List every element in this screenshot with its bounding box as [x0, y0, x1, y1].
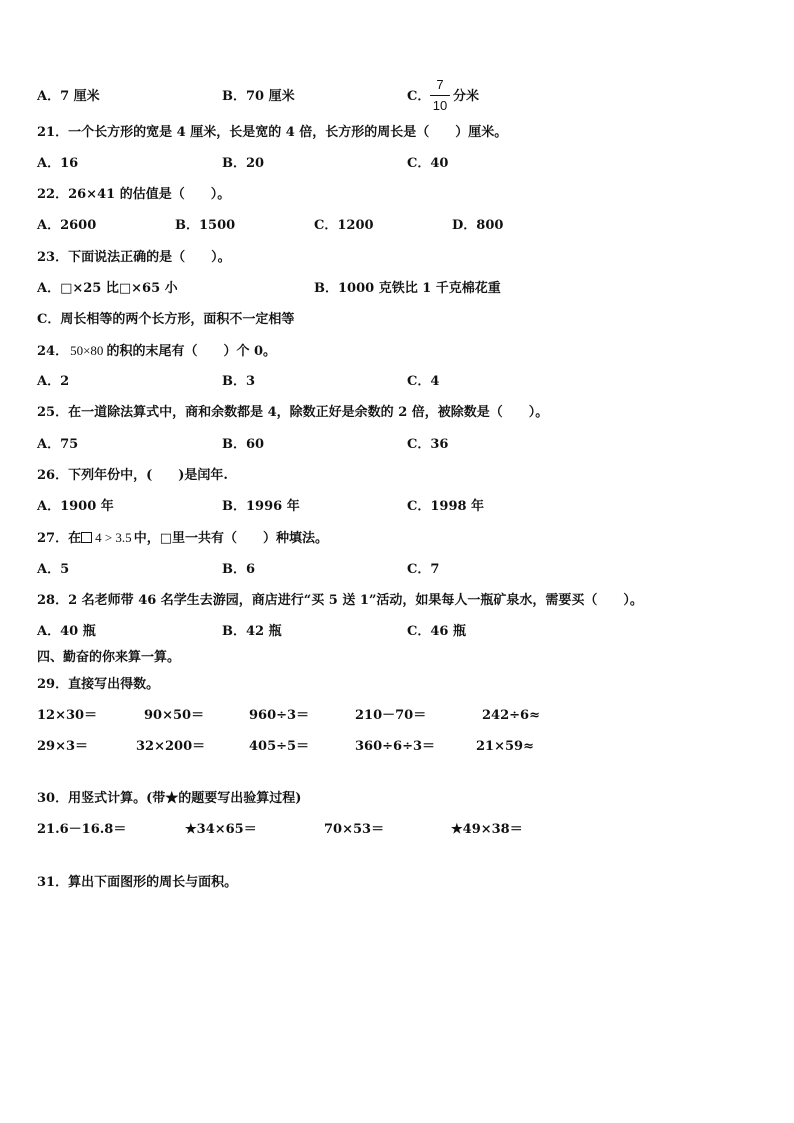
q29-row1-item: 242÷6≈ — [482, 708, 540, 723]
section4-title: 四、勤奋的你来算一算。 — [37, 650, 181, 665]
q29-row1-item: 210－70＝ — [355, 708, 427, 723]
q27-blank-square — [81, 532, 92, 543]
q29-row2-item: 360÷6÷3＝ — [355, 739, 436, 754]
q26-option-a: A．1900 年 — [37, 499, 114, 514]
q27-stem-rest: 中，□里一共有（ ）种填法。 — [133, 531, 328, 546]
q27-option-a: A．5 — [37, 562, 70, 577]
q30-item: ★34×65＝ — [185, 822, 257, 837]
q24-option-c: C．4 — [407, 374, 440, 389]
q20-fraction-bar — [430, 95, 450, 96]
q28-option-a: A．40 瓶 — [37, 624, 96, 639]
q29-stem: 29．直接写出得数。 — [37, 677, 160, 692]
q30-item: ★49×38＝ — [451, 822, 523, 837]
q29-row2-item: 32×200＝ — [136, 739, 206, 754]
q30-item: 70×53＝ — [324, 822, 385, 837]
q20-option-c-prefix: C． — [407, 89, 431, 104]
q24-option-a: A．2 — [37, 374, 70, 389]
q27-stem — [37, 530, 328, 547]
q31-stem: 31．算出下面图形的周长与面积。 — [37, 875, 238, 890]
q28-stem: 28．2 名老师带 46 名学生去游园，商店进行“买 5 送 1”活动，如果每人一瓶矿泉水，需要买（ ）。 — [37, 593, 643, 608]
q25-option-a: A．75 — [37, 437, 79, 452]
q29-row2-item: 405÷5＝ — [249, 739, 310, 754]
q27-number: 27．在 — [37, 531, 82, 546]
q29-row1-item: 90×50＝ — [144, 708, 205, 723]
q23-stem: 23．下面说法正确的是（ ）。 — [37, 250, 231, 265]
q22-option-d: D．800 — [452, 218, 504, 233]
q22-option-b: B．1500 — [175, 218, 236, 233]
q23-option-a: A．□×25 比□×65 小 — [37, 281, 178, 296]
q25-option-c: C．36 — [407, 437, 449, 452]
q20-option-c-unit: 分米 — [453, 89, 480, 104]
q27-option-b: B．6 — [222, 562, 256, 577]
q24-number: 24． — [37, 344, 69, 359]
q28-option-c: C．46 瓶 — [407, 624, 466, 639]
q23-option-c: C．周长相等的两个长方形，面积不一定相等 — [37, 312, 295, 327]
q22-option-a: A．2600 — [37, 218, 97, 233]
q29-row1-item: 960÷3＝ — [249, 708, 310, 723]
q24-expression: 50×80 — [70, 343, 104, 358]
q22-stem: 22．26×41 的估值是（ ）。 — [37, 187, 231, 202]
q26-option-b: B．1996 年 — [222, 499, 300, 514]
q27-expression: 4 > 3.5 — [95, 530, 132, 545]
q26-stem: 26．下列年份中，( )是闰年. — [37, 468, 228, 483]
q22-option-c: C．1200 — [314, 218, 374, 233]
q20-fraction-numerator: 7 — [436, 77, 444, 92]
q21-option-c: C．40 — [407, 156, 449, 171]
q20-fraction-denominator: 10 — [432, 98, 448, 113]
q21-stem: 21．一个长方形的宽是 4 厘米，长是宽的 4 倍，长方形的周长是（ ）厘米。 — [37, 125, 508, 140]
q20-option-b: B．70 厘米 — [222, 89, 295, 104]
q24-option-b: B．3 — [222, 374, 256, 389]
q28-option-b: B．42 瓶 — [222, 624, 282, 639]
q25-stem: 25．在一道除法算式中，商和余数都是 4，除数正好是余数的 2 倍，被除数是（ ）。 — [37, 405, 549, 420]
q21-option-b: B．20 — [222, 156, 265, 171]
q30-stem: 30．用竖式计算。(带★的题要写出验算过程) — [37, 791, 302, 806]
q29-row1-item: 12×30＝ — [37, 708, 98, 723]
q30-item: 21.6－16.8＝ — [37, 822, 127, 837]
q21-option-a: A．16 — [37, 156, 79, 171]
q23-option-b: B．1000 克铁比 1 千克棉花重 — [314, 281, 501, 296]
q24-stem-rest: 的积的末尾有（ ）个 0。 — [106, 344, 277, 359]
q27-option-c: C．7 — [407, 562, 440, 577]
q26-option-c: C．1998 年 — [407, 499, 485, 514]
q25-option-b: B．60 — [222, 437, 265, 452]
q24-stem — [37, 343, 276, 360]
q29-row2-item: 29×3＝ — [37, 739, 89, 754]
q29-row2-item: 21×59≈ — [476, 739, 534, 754]
q20-option-a: A．7 厘米 — [37, 89, 100, 104]
